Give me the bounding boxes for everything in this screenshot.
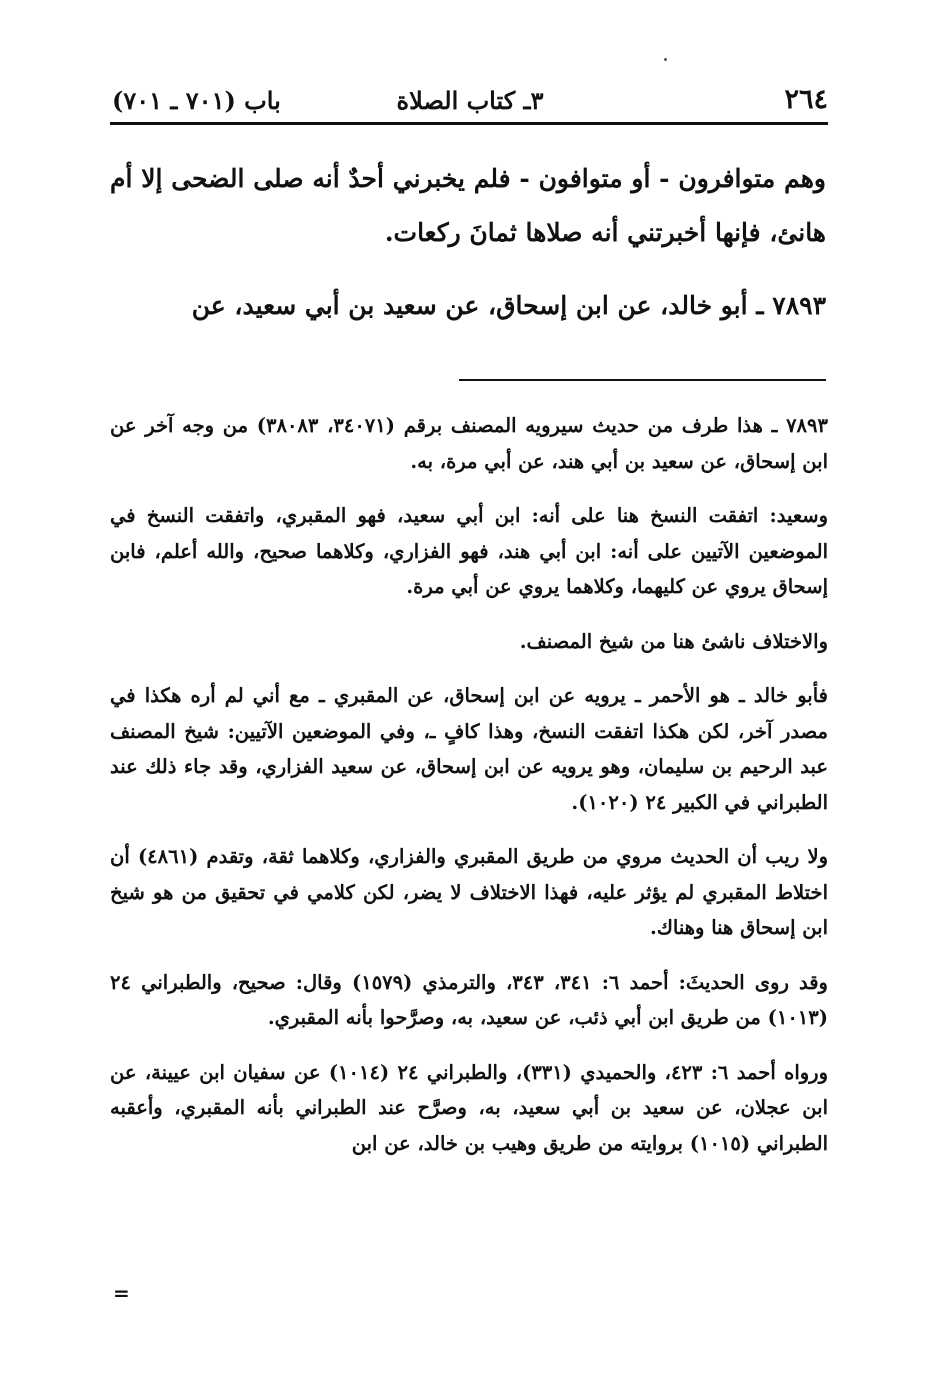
hadith-heading: ٧٨٩٣ ـ أبو خالد، عن ابن إسحاق، عن سعيد بن أبي سعيد، عن [191, 291, 826, 320]
footnote-paragraph: وقد روى الحديثَ: أحمد ٦: ٣٤١، ٣٤٣، والترمذي (١٥٧٩) وقال: صحيح، والطبراني ٢٤ (١٠١٣) من طريق ابن أبي ذئب، عن سعيد، به، وصرَّحوا بأنه المقبري. [110, 970, 828, 1029]
footnote-paragraph: والاختلاف ناشئ هنا من شيخ المصنف. [519, 629, 828, 653]
book-title: ٣ـ كتاب الصلاة [396, 86, 544, 115]
footnote-paragraph: ولا ريب أن الحديث مروي من طريق المقبري والفزاري، وكلاهما ثقة، وتقدم (٤٨٦١) أن اختلاط المقبري لم يؤثر عليه، فهذا الاختلاف لا يضر، لكن كلامي في تحقيق من هو شيخ ابن إسحاق هنا وهناك. [110, 845, 828, 939]
chapter-title: باب (٧٠١ ـ ٧٠١) [112, 86, 281, 115]
footnote-paragraph: فأبو خالد ـ هو الأحمر ـ يرويه عن ابن إسحاق، عن المقبري ـ مع أني لم أره هكذا في مصدر آخر، لكن هكذا اتفقت النسخ، وهذا كافٍ ـ، وفي الموضعين الآتيين: شيخ المصنف عبد الرحيم بن سليمان، وهو يرويه عن ابن إسحاق، عن سعيد الفزاري، وقد جاء ذلك عند الطبراني في الكبير ٢٤ (١٠٢٠). [110, 684, 828, 814]
footnote-separator [459, 379, 826, 381]
page-header [112, 84, 828, 118]
main-text-paragraph-2 [110, 279, 826, 333]
footnote-paragraph: ورواه أحمد ٦: ٤٢٣، والحميدي (٣٣١)، والطبراني ٢٤ (١٠١٤) عن سفيان ابن عيينة، عن ابن عجلان، عن سعيد بن أبي سعيد، به، وصرَّح عند الطبراني بأنه المقبري، وأعقبه الطبراني (١٠١٥) بروايته من طريق وهيب بن خالد، عن ابن [110, 1060, 828, 1155]
header-rule [110, 122, 828, 125]
main-text-paragraph-1 [110, 152, 826, 260]
continuation-mark: = [113, 1281, 130, 1305]
footnote-paragraph: ٧٨٩٣ ـ هذا طرف من حديث سيرويه المصنف برقم (٣٤٠٧١، ٣٨٠٨٣) من وجه آخر عن ابن إسحاق، عن سعيد بن أبي هند، عن أبي مرة، به. [110, 414, 828, 473]
main-paragraph: وهم متوافرون - أو متوافون - فلم يخبرني أحدٌ أنه صلى الضحى إلا أم هانئ، فإنها أخبرتني أنه صلاها ثمانَ ركعات. [110, 164, 826, 247]
page-number: ٢٦٤ [784, 84, 828, 115]
scan-speck [664, 58, 667, 61]
footnotes [110, 408, 828, 1177]
footnote-paragraph: وسعيد: اتفقت النسخ هنا على أنه: ابن أبي سعيد، فهو المقبري، واتفقت النسخ في الموضعين الآتيين على أنه: ابن أبي هند، فهو الفزاري، وكلاهما صحيح، والله أعلم، فابن إسحاق يروي عن كليهما، وكلاهما يروي عن أبي مرة. [110, 504, 828, 598]
